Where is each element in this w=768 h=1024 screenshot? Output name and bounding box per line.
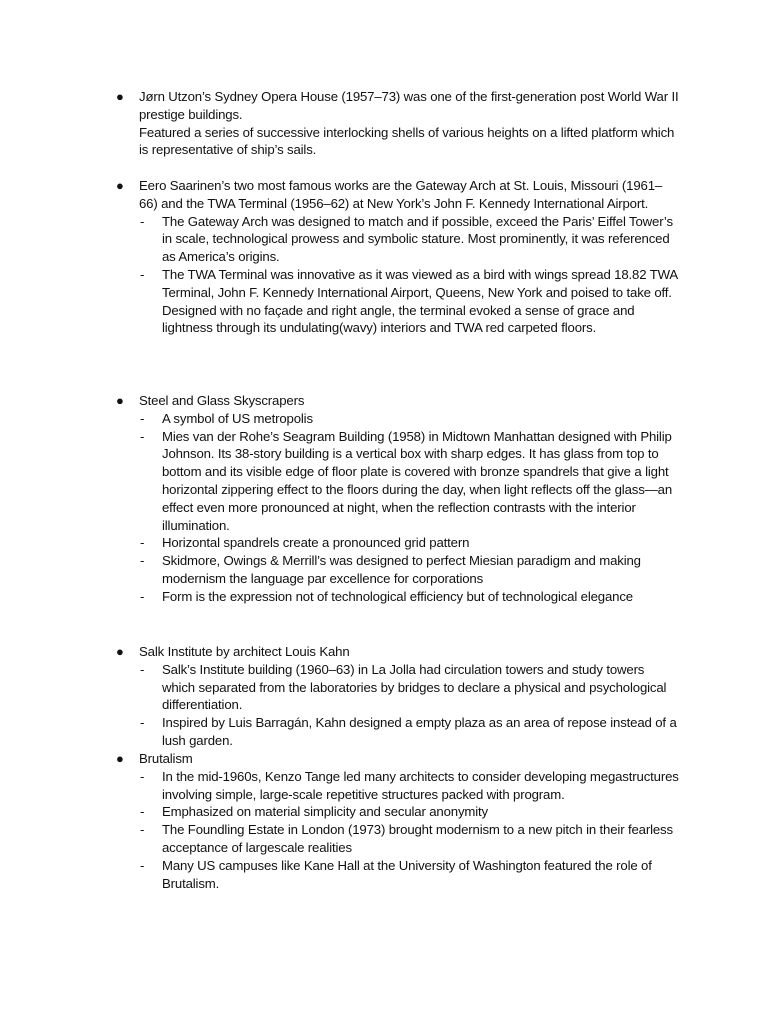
dash-icon: - xyxy=(140,553,145,569)
sub-item xyxy=(0,213,768,266)
bullet-item xyxy=(0,643,768,661)
sub-item xyxy=(0,410,768,428)
sub-list xyxy=(0,213,768,338)
sub-item xyxy=(0,588,768,606)
bullet-text: Eero Saarinen’s two most famous works are the Gateway Arch at St. Louis, Missouri (1961–66) and the TWA Terminal (1956–62) at New York’s John F. Kennedy International Airport. xyxy=(139,178,663,211)
section-steel-glass-skyscrapers xyxy=(0,392,768,606)
sub-item xyxy=(0,803,768,821)
bullet-item xyxy=(0,750,768,768)
dash-icon: - xyxy=(140,857,145,873)
sub-item xyxy=(0,821,768,857)
sub-item-text: The Gateway Arch was designed to match and if possible, exceed the Paris’ Eiffel Tower’s in scale, technological prowess and symbolic stature. Most prominently, it was referenced as America’s origins. xyxy=(162,213,673,265)
dash-icon: - xyxy=(140,588,145,604)
dash-icon: - xyxy=(140,804,145,820)
dash-icon: - xyxy=(140,715,145,731)
sub-item-text: Inspired by Luis Barragán, Kahn designed a empty plaza as an area of repose instead of a lush garden. xyxy=(162,715,677,748)
sub-item-text: Salk’s Institute building (1960–63) in La Jolla had circulation towers and study towers which separated from the laboratories by bridges to declare a physical and psychological differentiation. xyxy=(162,661,667,713)
dash-icon: - xyxy=(140,213,145,229)
sub-item-text: The TWA Terminal was innovative as it was viewed as a bird with wings spread 18.82 TWA Terminal, John F. Kennedy International Airport, Queens, New York and poised to take off. Designed with no façade and right angle, the terminal evoked a sense of grace and lightness through its undulating(wavy) interiors and TWA red carpeted floors. xyxy=(162,266,678,336)
dash-icon: - xyxy=(140,535,145,551)
dash-icon: - xyxy=(140,410,145,426)
sub-item xyxy=(0,661,768,714)
sub-item xyxy=(0,857,768,893)
bullet-text: Steel and Glass Skyscrapers xyxy=(139,393,305,408)
bullet-icon: ● xyxy=(116,751,124,766)
sub-item-text: Mies van der Rohe’s Seagram Building (1958) in Midtown Manhattan designed with Philip Johnson. Its 38-story building is a vertical box with sharp edges. It has glass from top to bottom and its visible edge of floor plate is covered with bronze spandrels that give a light horizontal zippering effect to the floors during the day, when light reflects off the glass—an effect even more pronounced at night, when the reflection contrasts with the interior illumination. xyxy=(162,428,673,533)
section-eero-saarinen xyxy=(0,177,768,337)
dash-icon: - xyxy=(140,822,145,838)
dash-icon: - xyxy=(140,768,145,784)
sub-item xyxy=(0,714,768,750)
section-brutalism xyxy=(0,750,768,892)
bullet-text: Brutalism xyxy=(139,751,193,766)
bullet-icon: ● xyxy=(116,178,124,193)
bullet-item xyxy=(0,177,768,213)
bullet-item xyxy=(0,88,768,159)
sub-list xyxy=(0,410,768,606)
sub-item-text: Many US campuses like Kane Hall at the University of Washington featured the role of Brutalism. xyxy=(162,857,652,891)
sub-item xyxy=(0,534,768,552)
bullet-text: Salk Institute by architect Louis Kahn xyxy=(139,644,350,659)
sub-item-text: Form is the expression not of technological efficiency but of technological elegance xyxy=(162,588,633,604)
sub-item-text: A symbol of US metropolis xyxy=(162,410,313,426)
sub-list xyxy=(0,768,768,893)
bullet-line: Jørn Utzon’s Sydney Opera House (1957–73) was one of the first-generation post World War II prestige buildings. xyxy=(139,89,679,122)
sub-item xyxy=(0,768,768,804)
bullet-item xyxy=(0,392,768,410)
dash-icon: - xyxy=(140,661,145,677)
bullet-icon: ● xyxy=(116,644,124,659)
sub-list xyxy=(0,661,768,750)
sub-item xyxy=(0,266,768,337)
dash-icon: - xyxy=(140,266,145,282)
bullet-line: Featured a series of successive interlocking shells of various heights on a lifted platform which is representative of ship’s sails. xyxy=(139,124,675,158)
sub-item-text: The Foundling Estate in London (1973) brought modernism to a new pitch in their fearless acceptance of largescale realities xyxy=(162,822,673,855)
sub-item xyxy=(0,428,768,535)
sub-item-text: Horizontal spandrels create a pronounced grid pattern xyxy=(162,535,470,551)
bullet-icon: ● xyxy=(116,393,124,408)
sub-item-text: Skidmore, Owings & Merrill’s was designed to perfect Miesian paradigm and making modernism the language par excellence for corporations xyxy=(162,553,641,586)
bullet-text xyxy=(139,88,679,159)
bullet-icon: ● xyxy=(116,89,124,104)
sub-item-text: Emphasized on material simplicity and secular anonymity xyxy=(162,804,488,820)
section-salk-institute xyxy=(0,643,768,750)
dash-icon: - xyxy=(140,428,145,444)
sub-item xyxy=(0,552,768,588)
sub-item-text: In the mid-1960s, Kenzo Tange led many architects to consider developing megastructures involving simple, large-scale repetitive structures packed with program. xyxy=(162,768,679,802)
section-sydney-opera-house xyxy=(0,88,768,159)
